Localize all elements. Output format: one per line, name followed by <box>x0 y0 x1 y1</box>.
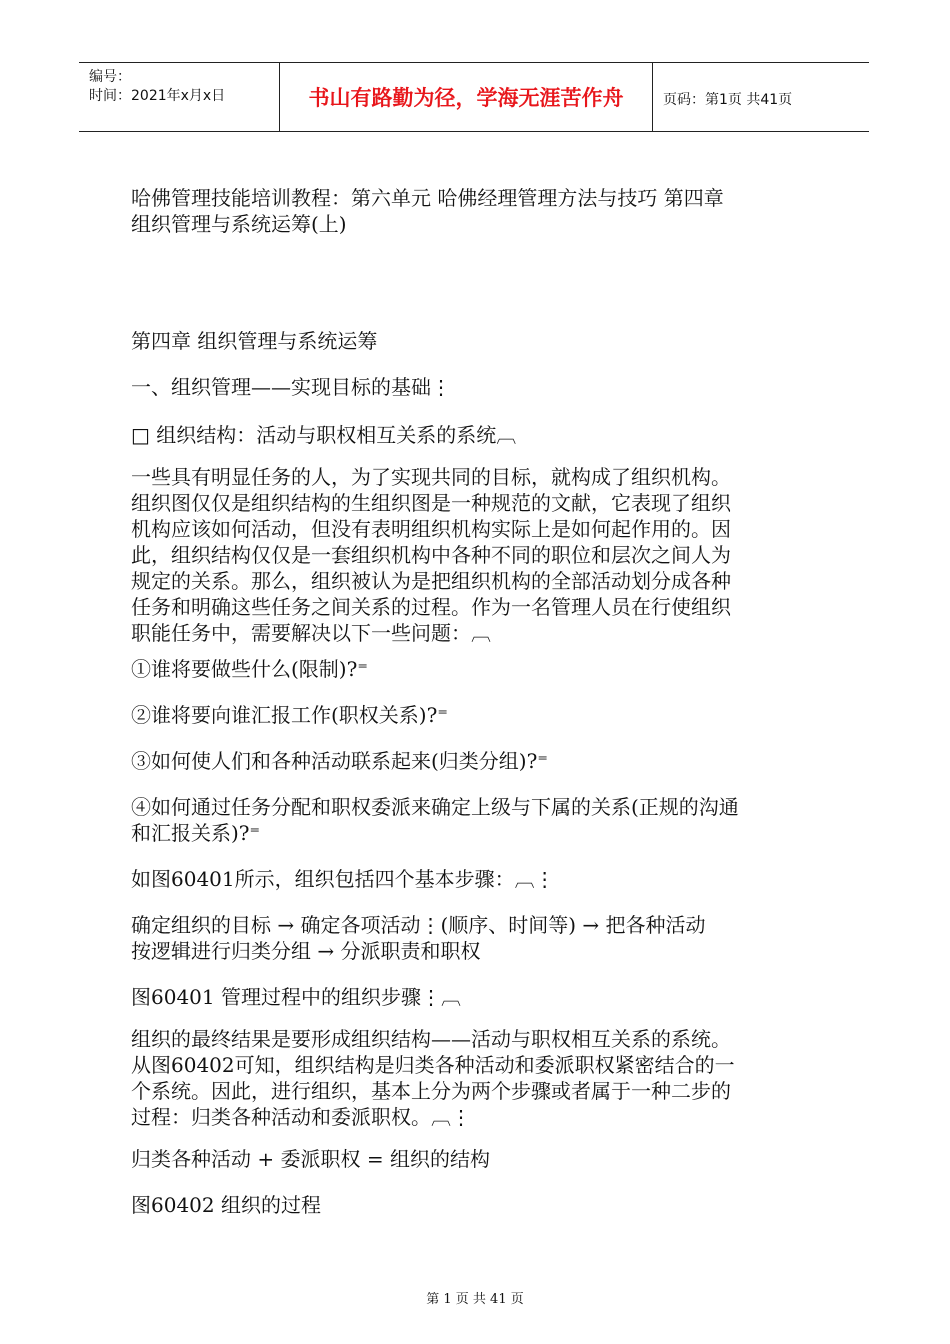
paragraph-line: 此，组织结构仅仅是一套组织机构中各种不同的职位和层次之间人为 <box>131 543 731 567</box>
paragraph-line: 个系统。因此，进行组织，基本上分为两个步骤或者属于一种二步的 <box>131 1079 731 1103</box>
question-1: ①谁将要做些什么(限制)?⁼ <box>131 657 368 681</box>
steps-line-1: 确定组织的目标 → 确定各项活动⋮(顺序、时间等) → 把各种活动 <box>131 913 706 937</box>
paragraph-line: 组织的最终结果是要形成组织结构——活动与职权相互关系的系统。 <box>131 1027 731 1051</box>
header-page-info: 页码：第1页 共41页 <box>663 92 793 108</box>
paragraph-line: 组织图仅仅是组织结构的生组织图是一种规范的文献，它表现了组织 <box>131 491 731 515</box>
header-meta-cell <box>79 63 280 131</box>
paragraph-line: 从图60402可知，组织结构是归类各种活动和委派职权紧密结合的一 <box>131 1053 735 1077</box>
paragraph-line: 规定的关系。那么，组织被认为是把组织机构的全部活动划分成各种 <box>131 569 731 593</box>
figure-1-caption: 图60401 管理过程中的组织步骤⋮︹ <box>131 985 461 1009</box>
title-line-1: 哈佛管理技能培训教程：第六单元 哈佛经理管理方法与技巧 第四章 <box>131 186 724 210</box>
paragraph-line: 职能任务中，需要解决以下一些问题：︹ <box>131 621 491 645</box>
formula-line: 归类各种活动 + 委派职权 = 组织的结构 <box>131 1147 490 1171</box>
question-4-line-2: 和汇报关系)?⁼ <box>131 821 261 845</box>
question-4-line-1: ④如何通过任务分配和职权委派来确定上级与下属的关系(正规的沟通 <box>131 795 739 819</box>
header-time-label: 时间：2021年x月x日 <box>89 88 226 104</box>
bullet-heading: □ 组织结构：活动与职权相互关系的系统︹ <box>131 423 517 447</box>
page-footer: 第 1 页 共 41 页 <box>426 1292 524 1307</box>
header-number-label: 编号： <box>89 69 131 85</box>
figure-2-caption: 图60402 组织的过程 <box>131 1193 321 1217</box>
document-header <box>79 62 869 132</box>
steps-line-2: 按逻辑进行归类分组 → 分派职责和职权 <box>131 939 481 963</box>
question-3: ③如何使人们和各种活动联系起来(归类分组)?⁼ <box>131 749 548 773</box>
figure-1-intro: 如图60401所示，组织包括四个基本步骤：︹⋮ <box>131 867 555 891</box>
question-2: ②谁将要向谁汇报工作(职权关系)?⁼ <box>131 703 448 727</box>
paragraph-line: 一些具有明显任务的人，为了实现共同的目标，就构成了组织机构。 <box>131 465 731 489</box>
paragraph-line: 机构应该如何活动，但没有表明组织机构实际上是如何起作用的。因 <box>131 517 731 541</box>
title-line-2: 组织管理与系统运筹(上) <box>131 212 347 236</box>
section-heading: 一、组织管理——实现目标的基础⋮ <box>131 375 451 399</box>
header-motto: 书山有路勤为径，学海无涯苦作舟 <box>280 63 653 131</box>
paragraph-line: 任务和明确这些任务之间关系的过程。作为一名管理人员在行使组织 <box>131 595 731 619</box>
paragraph-line: 过程：归类各种活动和委派职权。︹⋮ <box>131 1105 471 1129</box>
chapter-heading: 第四章 组织管理与系统运筹 <box>131 329 378 353</box>
